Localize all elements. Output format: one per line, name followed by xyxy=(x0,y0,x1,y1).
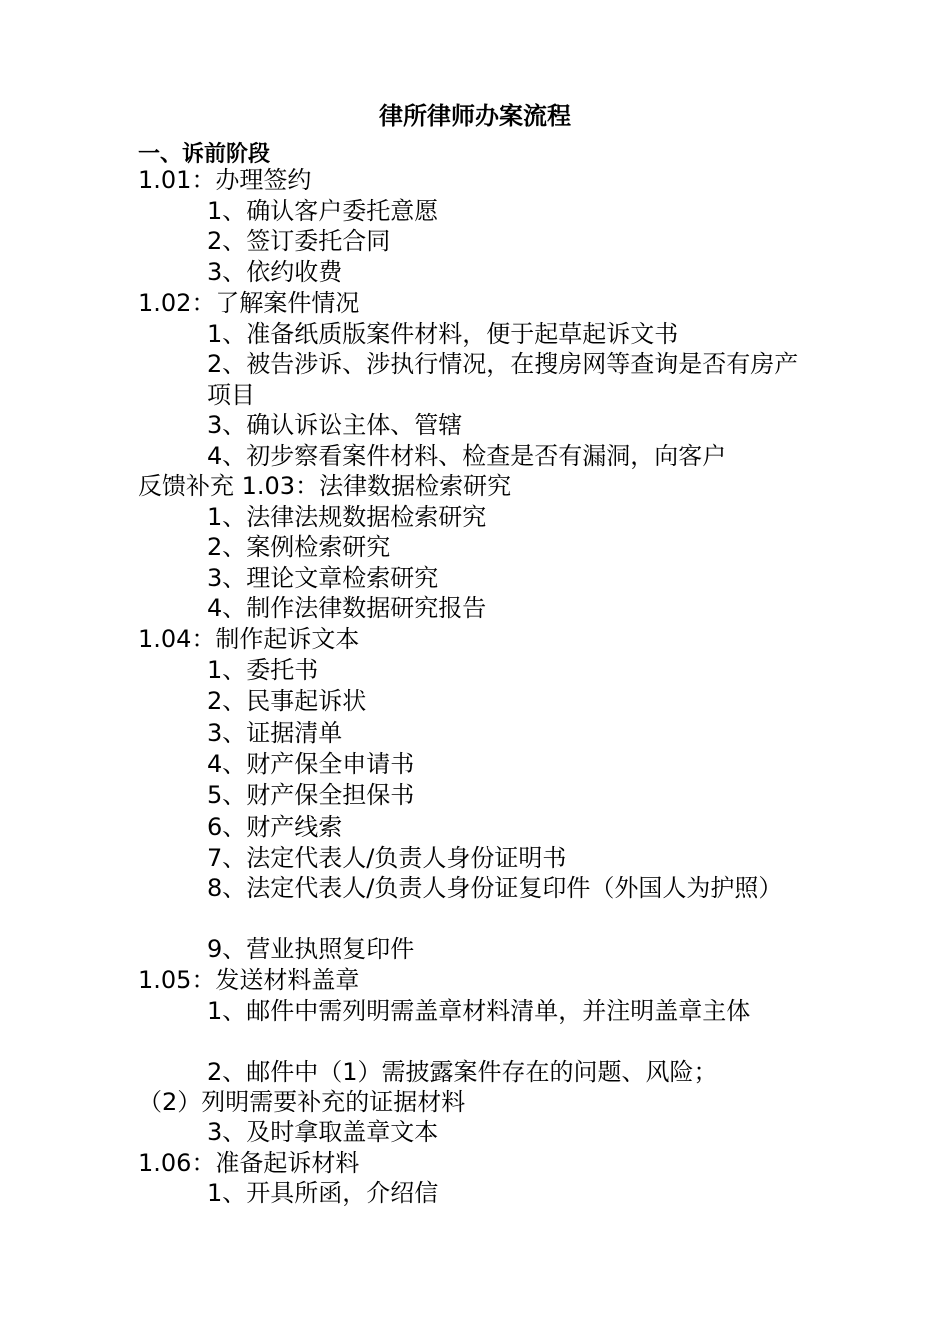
list-item: 1、开具所函，介绍信 xyxy=(207,1179,439,1207)
list-item: 3、及时拿取盖章文本 xyxy=(207,1118,439,1146)
list-item: 4、制作法律数据研究报告 xyxy=(207,594,487,622)
list-item: 2、签订委托合同 xyxy=(207,227,391,255)
list-item: 9、营业执照复印件 xyxy=(207,935,415,963)
list-item: 3、理论文章检索研究 xyxy=(207,564,439,592)
list-item: 6、财产线索 xyxy=(207,813,343,841)
list-item: 1、准备纸质版案件材料，便于起草起诉文书 xyxy=(207,320,679,348)
list-item: 5、财产保全担保书 xyxy=(207,781,415,809)
section-label-1-06: 1.06：准备起诉材料 xyxy=(138,1149,360,1177)
document-title: 律所律师办案流程 xyxy=(379,102,571,130)
list-item: 2、案例检索研究 xyxy=(207,533,391,561)
section-label-1-01: 1.01：办理签约 xyxy=(138,166,312,194)
stage-heading: 一、诉前阶段 xyxy=(138,142,271,167)
list-item-continuation: （2）列明需要补充的证据材料 xyxy=(138,1088,466,1116)
section-label-1-04: 1.04：制作起诉文本 xyxy=(138,625,360,653)
list-item: 8、法定代表人/负责人身份证复印件（外国人为护照） xyxy=(207,874,783,902)
list-item: 1、确认客户委托意愿 xyxy=(207,197,439,225)
list-item: 2、被告涉诉、涉执行情况，在搜房网等查询是否有房产项目 xyxy=(207,350,799,409)
list-item: 7、法定代表人/负责人身份证明书 xyxy=(207,844,567,872)
list-item: 3、依约收费 xyxy=(207,258,343,286)
section-label-1-03: 反馈补充 1.03：法律数据检索研究 xyxy=(138,472,512,500)
list-item: 4、财产保全申请书 xyxy=(207,750,415,778)
list-item: 3、证据清单 xyxy=(207,719,343,747)
section-label-1-02: 1.02：了解案件情况 xyxy=(138,289,360,317)
list-item: 2、邮件中（1）需披露案件存在的问题、风险； xyxy=(207,1058,718,1086)
section-label-1-05: 1.05：发送材料盖章 xyxy=(138,966,360,994)
list-item: 1、委托书 xyxy=(207,656,319,684)
list-item: 1、法律法规数据检索研究 xyxy=(207,503,487,531)
list-item: 3、确认诉讼主体、管辖 xyxy=(207,411,463,439)
list-item: 2、民事起诉状 xyxy=(207,687,367,715)
list-item: 4、初步察看案件材料、检查是否有漏洞，向客户 xyxy=(207,442,727,470)
list-item: 1、邮件中需列明需盖章材料清单，并注明盖章主体 xyxy=(207,997,751,1025)
